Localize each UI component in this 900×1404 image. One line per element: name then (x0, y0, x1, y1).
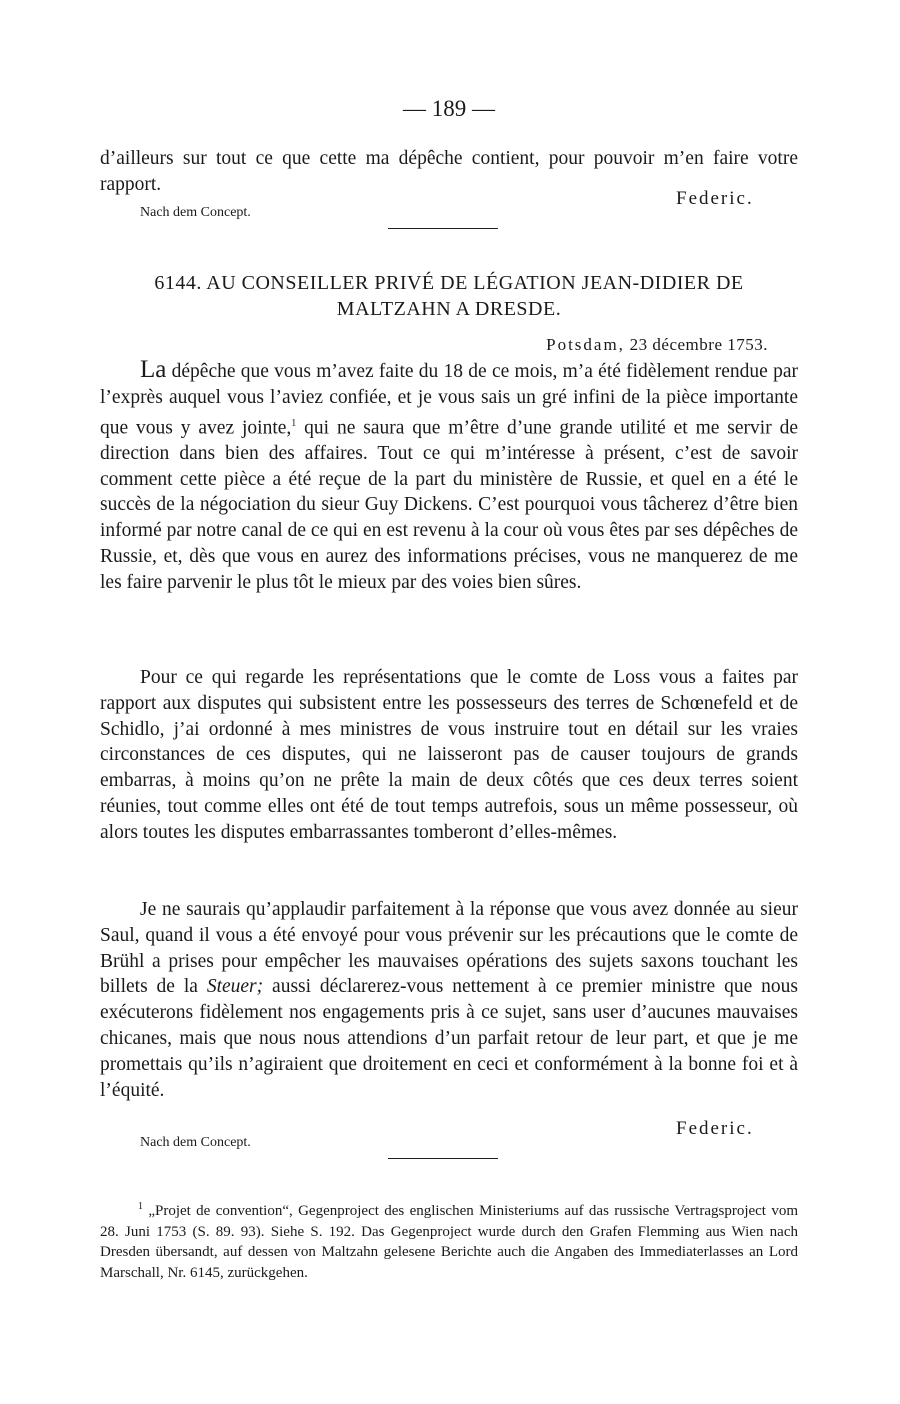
paragraph-3-tail: aussi déclarerez-vous nettement à ce premier ministre que nous exécuterons fidèlement nos engagements pris à ce sujet, sans user d’aucunes mauvaises chicanes, mais que nous nous attendions d’un parfait retour de leur part, et que je me promettais qu’ils n’agiraient que droitement en ceci et conformément à la bonne foi et à l’équité. (100, 976, 798, 1101)
footnote (100, 1197, 798, 1283)
paragraph-1-tail: qui ne saura que m’être d’une grande utilité et me servir de direction dans bien des affaires. Tout ce qui m’intéresse à présent, c’est de savoir comment cette pièce a été reçue de la part du ministère de Russie, et quel en a été le succès de la négociation du sieur Guy Dickens. C’est pourquoi vous tâcherez d’être bien informé par notre canal de ce qui en est revenu à la cour où vous êtes par ses dépêches de Russie, et, dès que vous en aurez des informations précises, vous ne manquerez de me les faire parvenir le plus tôt le mieux par des voies bien sûres. (100, 417, 798, 593)
prev-letter-signature: Federic. (676, 188, 754, 209)
paragraph-2: Pour ce qui regarde les représentations que le comte de Loss vous a faites par rapport aux disputes qui subsistent entre les possesseurs des terres de Schœnefeld et de Schidlo, j’ai ordonné à mes ministres de vous instruire tout en détail sur les vraies circonstances de ces disputes, qui ne laisseront pas de causer toujours de grands embarras, à moins qu’on ne prête la main de deux côtés que ces deux terres soient réunies, tout comme elles ont été de tout temps autrefois, sous un même possesseur, où alors toutes les disputes embarrassantes tomberont d’elles-mêmes. (100, 667, 798, 843)
separator-rule (388, 1158, 498, 1159)
paragraph-1-initial: La (140, 356, 167, 383)
paragraph-1-text: dépêche que vous m’avez faite du 18 de ce mois, m’a été fidèlement rendue par l’exprès auquel vous l’aviez confiée, et je vous sais un gré infini de la pièce importante que vous y avez jointe, (100, 361, 798, 439)
prev-letter-text: d’ailleurs sur tout ce que cette ma dépêche contient, pour pouvoir m’en faire votre rapport. (100, 148, 798, 195)
letter-source: Nach dem Concept. (140, 1135, 251, 1150)
paragraph-1 (100, 357, 798, 596)
letter-heading (100, 270, 798, 322)
paragraph-3-text: Je ne saurais qu’applaudir parfaitement à la réponse que vous avez donnée au sieur Saul, quand il vous a été envoyé pour vous prévenir sur les précautions que le comte de Brühl a prises pour empêcher les mauvaises opérations des sujets saxons touchant les billets de la (100, 899, 798, 998)
dateline-place: Potsdam, (546, 335, 625, 354)
footnote-mark: 1 (138, 1201, 143, 1212)
prev-letter-source: Nach dem Concept. (140, 205, 251, 220)
letter-signature: Federic. (676, 1118, 754, 1139)
separator-rule (388, 228, 498, 229)
page-number: — 189 — (403, 96, 495, 121)
dateline-date: 23 décembre 1753. (629, 335, 768, 354)
paragraph-3 (100, 897, 798, 1103)
dateline (546, 335, 768, 355)
paragraph-3-italic: Steuer; (206, 976, 264, 998)
footnote-text: „Projet de convention“, Gegenproject des englischen Ministeriums auf das russische Vertragsproject vom 28. Juni 1753 (S. 89. 93). Siehe S. 192. Das Gegenproject wurde durch den Grafen Flemming aus Wien nach Dresden übersandt, auf dessen von Maltzahn gelesene Berichte auch die Angaben des Immediaterlasses an Lord Marschall, Nr. 6145, zurückgehen. (100, 1203, 798, 1281)
document-page (100, 0, 798, 1404)
letter-number: 6144. (154, 272, 202, 294)
letter-title: AU CONSEILLER PRIVÉ DE LÉGATION JEAN-DIDIER DE MALTZAHN A DRESDE. (206, 272, 744, 320)
footnote-ref: 1 (291, 417, 297, 429)
